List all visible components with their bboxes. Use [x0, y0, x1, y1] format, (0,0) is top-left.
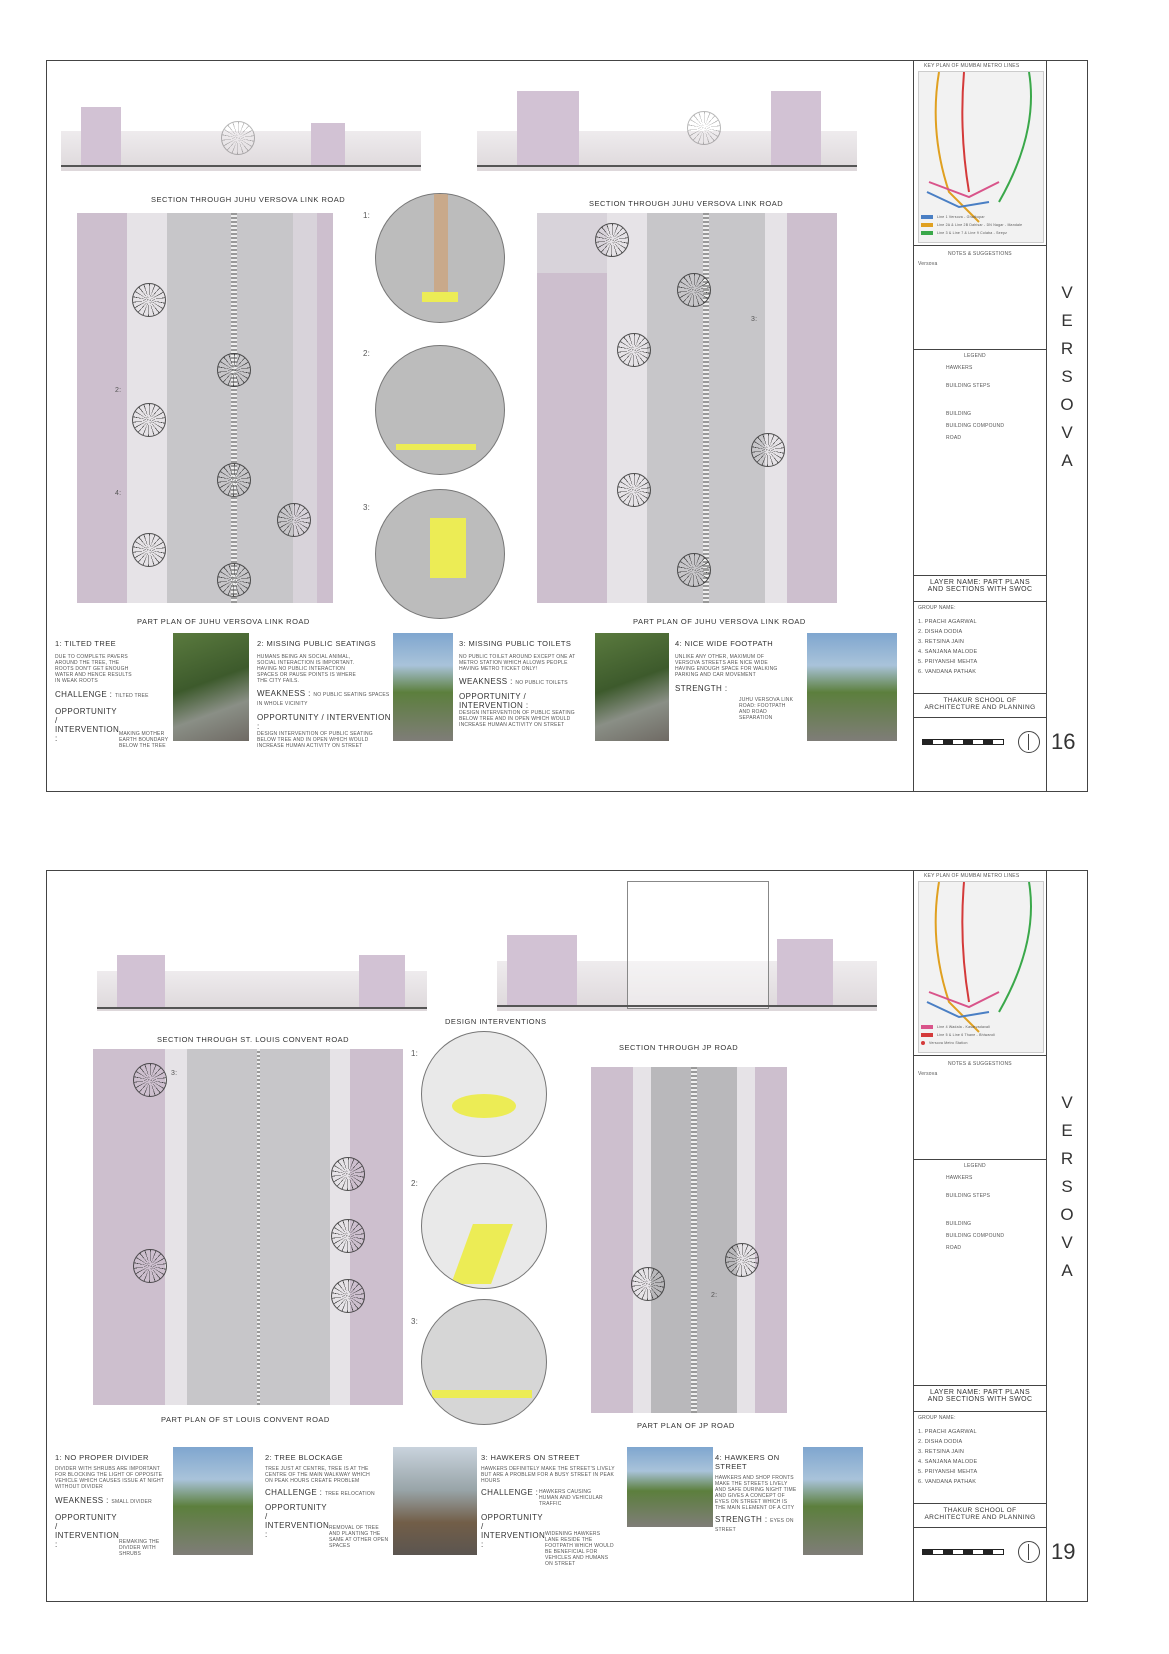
sketch-tree-seating — [421, 1031, 547, 1157]
building-left — [507, 935, 577, 1007]
photo-divider — [173, 1447, 253, 1555]
swoc-key: WEAKNESS : — [55, 1496, 109, 1505]
plan-juhu-right — [537, 213, 837, 603]
legend-swatch — [921, 1033, 933, 1037]
tree-icon — [595, 223, 629, 257]
notes-title: NOTES & SUGGESTIONS — [948, 251, 1012, 257]
swoc-value: REMAKING THE DIVIDER WITH SHRUBS — [119, 1539, 160, 1557]
member-name: 1. PRACHI AGARWAL — [918, 619, 977, 625]
photo-seating — [393, 633, 453, 741]
swoc-value: HAWKERS CAUSING HUMAN AND VEHICULAR TRAFFIC — [539, 1489, 603, 1507]
plan-right-title: PART PLAN OF JP ROAD — [637, 1421, 735, 1430]
legend-item-hawkers: HAWKERS — [946, 365, 973, 371]
title-letter: R — [1060, 339, 1074, 358]
swoc-title: 1: NO PROPER DIVIDER — [55, 1453, 149, 1462]
swoc-value: TILTED TREE — [114, 693, 149, 699]
sketch-divider — [421, 1299, 547, 1425]
swoc-value: SMALL DIVIDER — [111, 1499, 152, 1505]
tree-icon — [687, 111, 721, 145]
key-plan-map — [918, 71, 1044, 243]
vertical-title-strip — [1046, 61, 1087, 791]
sheet-page-16 — [46, 60, 1088, 792]
title-letter: R — [1060, 1149, 1074, 1168]
legend-swatch — [921, 231, 933, 235]
section-right-title: SECTION THROUGH JP ROAD — [619, 1043, 739, 1052]
member-name: 6. VANDANA PATHAK — [918, 1479, 977, 1485]
tree-icon — [751, 433, 785, 467]
building-block — [591, 1067, 633, 1413]
plan-juhu-left — [77, 213, 333, 603]
legend-title: LEGEND — [964, 353, 986, 359]
swoc-item-4 — [675, 639, 805, 749]
metro-legend-label: Line 1 Versova - Ghatkopar — [937, 215, 985, 219]
swoc-title: 1: TILTED TREE — [55, 639, 117, 648]
plan-st-louis — [93, 1049, 403, 1405]
swoc-item-1 — [55, 1453, 171, 1563]
metro-legend — [921, 1022, 1041, 1048]
tree-icon — [217, 563, 251, 597]
title-letter: A — [1061, 451, 1073, 470]
swoc-desc: HAWKERS AND SHOP FRONTS MAKE THE STREETS LIVELY AND SAFE DURING NIGHT TIME AND GIVES A CONCEPT OF EYES ON STREET WHICH IS THE MAIN ELEMENT OF A CITY — [715, 1475, 797, 1511]
road-lane — [237, 213, 293, 603]
member-name: 3. RETSINA JAIN — [918, 639, 965, 645]
legend-item-road: ROAD — [946, 1245, 962, 1251]
title-letter: V — [1061, 1233, 1073, 1252]
sheet-sidebar — [913, 61, 1046, 791]
swoc-value: WIDENING HAWKERS LANE RESIDE THE FOOTPATH WHICH WOULD BE BENEFICIAL FOR VEHICLES AND HUMANS ON STREET — [545, 1531, 614, 1567]
swoc-key: OPPORTUNITY / INTERVENTION : — [265, 1503, 330, 1539]
road-lane — [647, 213, 703, 603]
north-arrow-icon — [1018, 731, 1040, 753]
title-letter: S — [1061, 1177, 1073, 1196]
title-letter: V — [1061, 423, 1073, 442]
swoc-title: 3: MISSING PUBLIC TOILETS — [459, 639, 572, 648]
tree-icon — [331, 1279, 365, 1313]
legend-item-building: BUILDING — [946, 411, 972, 417]
swoc-desc: DUE TO COMPLETE PAVERS AROUND THE TREE, THE ROOTS DON'T GET ENOUGH WATER AND HENCE RESULTS IN WEAK ROOTS — [55, 654, 132, 684]
swoc-title: 2: TREE BLOCKAGE — [265, 1453, 343, 1462]
building-block — [755, 1067, 787, 1413]
member-name: 3. RETSINA JAIN — [918, 1449, 965, 1455]
building-block — [537, 273, 607, 603]
circle-label: 3: — [411, 1317, 419, 1326]
building-block — [317, 213, 333, 603]
vertical-title-strip — [1046, 871, 1087, 1601]
swoc-key: WEAKNESS : — [257, 689, 311, 698]
legend-swatch — [921, 1041, 925, 1045]
legend-item-road: ROAD — [946, 435, 962, 441]
swoc-item-3 — [481, 1453, 621, 1567]
member-list — [918, 1427, 1042, 1487]
tree-icon — [725, 1243, 759, 1277]
tree-icon — [331, 1157, 365, 1191]
section-juhu-right — [477, 71, 857, 186]
sheet-sidebar — [913, 871, 1046, 1601]
road-lane — [709, 213, 765, 603]
legend-title: LEGEND — [964, 1163, 986, 1169]
legend-swatch — [921, 1025, 933, 1029]
member-name: 2. DISHA DODIA — [918, 629, 963, 635]
legend-swatch — [921, 215, 933, 219]
sheet-main-area — [47, 871, 911, 1601]
swoc-value: EYES ON STREET — [715, 1518, 794, 1533]
swoc-key: OPPORTUNITY / INTERVENTION : — [257, 713, 391, 731]
road-lane — [167, 213, 231, 603]
tree-icon — [217, 353, 251, 387]
layer-name: LAYER NAME: PART PLANS AND SECTIONS WITH SWOC — [927, 1389, 1033, 1403]
tree-icon — [132, 283, 166, 317]
station-label: Versova — [918, 1071, 938, 1077]
metro-legend-label: Line 5 & Line 6 Thane - Bhiwandi — [937, 1033, 995, 1037]
swoc-item-3 — [459, 639, 591, 749]
tree-icon — [617, 333, 651, 367]
plan-left-title: PART PLAN OF ST LOUIS CONVENT ROAD — [161, 1415, 330, 1424]
key-plan-title: KEY PLAN OF MUMBAI METRO LINES — [924, 873, 1020, 879]
photo-footpath — [807, 633, 897, 741]
circle-label: 3: — [363, 503, 371, 512]
tree-icon — [133, 1063, 167, 1097]
footpath — [633, 1067, 651, 1413]
page-number: 16 — [1051, 729, 1076, 754]
member-name: 5. PRIYANSHI MEHTA — [918, 1469, 978, 1475]
member-name: 4. SANJANA MALODE — [918, 649, 978, 655]
group-name-title: GROUP NAME: — [918, 1415, 956, 1421]
title-letter: E — [1061, 1121, 1073, 1140]
road-lane — [187, 1049, 257, 1405]
member-list — [918, 617, 1042, 677]
page-number: 19 — [1051, 1539, 1076, 1564]
scale-bar — [922, 739, 1004, 745]
metro-legend-label: Line 3 & Line 7 & Line 9 Colaba - Seepz — [937, 231, 1008, 235]
footpath — [765, 213, 787, 603]
circle-label: 1: — [363, 211, 371, 220]
key-plan-map — [918, 881, 1044, 1053]
swoc-key: OPPORTUNITY / INTERVENTION : — [459, 692, 529, 710]
title-letter: A — [1061, 1261, 1073, 1280]
swoc-value: NO PUBLIC TOILETS — [515, 680, 568, 686]
tree-icon — [677, 273, 711, 307]
photo-tilted-tree — [173, 633, 249, 741]
legend-block — [924, 1175, 1034, 1251]
metro-legend-label: Versova Metro Station — [929, 1041, 968, 1045]
title-letter: O — [1060, 1205, 1074, 1224]
tree-icon — [217, 463, 251, 497]
road-lane — [260, 1049, 330, 1405]
tree-icon — [277, 503, 311, 537]
swoc-key: CHALLENGE : — [265, 1488, 323, 1497]
north-arrow-icon — [1018, 1541, 1040, 1563]
swoc-item-2 — [265, 1453, 393, 1563]
swoc-desc: HUMANS BEING AN SOCIAL ANIMAL, SOCIAL INTERACTION IS IMPORTANT. HAVING NO PUBLIC INTERACTION SPACES OR PAUSE POINTS IS WHERE THE CITY FAILS. — [257, 654, 357, 684]
footpath — [607, 213, 647, 603]
legend-item-steps: BUILDING STEPS — [946, 1193, 991, 1199]
scale-bar — [922, 1549, 1004, 1555]
title-letter: E — [1061, 311, 1073, 330]
swoc-value: NO PUBLIC SEATING SPACES IN WHOLE VICINITY — [257, 692, 390, 707]
circle-label: 1: — [411, 1049, 419, 1058]
swoc-desc: NO PUBLIC TOILET AROUND EXCEPT ONE AT METRO STATION WHICH ALLOWS PEOPLE HAVING METRO TICKET ONLY! — [459, 654, 576, 672]
sketch-hawker-lane — [421, 1163, 547, 1289]
school-name: THAKUR SCHOOL OF ARCHITECTURE AND PLANNING — [924, 1507, 1036, 1521]
building-right — [771, 91, 821, 167]
plan-marker: 3: — [171, 1070, 178, 1077]
swoc-title: 3: HAWKERS ON STREET — [481, 1453, 580, 1462]
tree-icon — [617, 473, 651, 507]
plan-jp-road — [591, 1067, 787, 1413]
photo-toilet — [595, 633, 669, 741]
swoc-value: TREE RELOCATION — [324, 1491, 375, 1497]
plan-marker: 4: — [115, 490, 122, 497]
plan-marker: 2: — [711, 1292, 718, 1299]
road-lane — [651, 1067, 691, 1413]
building-block — [77, 213, 127, 603]
swoc-key: STRENGTH : — [715, 1515, 768, 1524]
group-name-title: GROUP NAME: — [918, 605, 956, 611]
metro-legend-label: Line 4 Wadala - Kasarvadavali — [937, 1025, 991, 1029]
station-label: Versova — [918, 261, 938, 267]
footpath — [737, 1067, 755, 1413]
metro-station-structure — [627, 881, 769, 1009]
building-left — [517, 91, 579, 167]
swoc-title: 4: HAWKERS ON STREET — [715, 1453, 780, 1471]
title-letter: S — [1061, 367, 1073, 386]
photo-shop-fronts — [803, 1447, 863, 1555]
sketch-public-seating — [375, 345, 505, 475]
swoc-desc: UNLIKE ANY OTHER, MAXIMUM OF VERSOVA STREETS ARE NICE WIDE HAVING ENOUGH SPACE FOR WALKING PARKING AND CAR MOVEMENT — [675, 654, 778, 678]
building-left — [117, 955, 165, 1007]
swoc-value: MAKING MOTHER EARTH BOUNDARY BELOW THE TREE — [119, 731, 169, 749]
swoc-key: CHALLENGE : — [55, 690, 113, 699]
circle-label: 2: — [411, 1179, 419, 1188]
swoc-title: 2: MISSING PUBLIC SEATINGS — [257, 639, 377, 648]
swoc-value: DESIGN INTERVENTION OF PUBLIC SEATING BELOW TREE AND IN OPEN WHICH WOULD INCREASE HUMAN ACTIVITY ON STREET — [257, 731, 373, 749]
legend-item-steps: BUILDING STEPS — [946, 383, 991, 389]
footpath — [165, 1049, 187, 1405]
tree-icon — [133, 1249, 167, 1283]
circle-label: 2: — [363, 349, 371, 358]
photo-hawkers — [627, 1447, 713, 1527]
title-letter: V — [1061, 1093, 1073, 1112]
building-block — [93, 1049, 165, 1405]
swoc-desc: HAWKERS DEFINITELY MAKE THE STREET'S LIVELY BUT ARE A PROBLEM FOR A BUSY STREET IN PEAK HOURS — [481, 1466, 615, 1484]
swoc-key: WEAKNESS : — [459, 677, 513, 686]
legend-item-building: BUILDING — [946, 1221, 972, 1227]
section-left-title: SECTION THROUGH ST. LOUIS CONVENT ROAD — [157, 1035, 350, 1044]
sheet-main-area — [47, 61, 911, 791]
swoc-item-2 — [257, 639, 395, 749]
layer-name: LAYER NAME: PART PLANS AND SECTIONS WITH SWOC — [927, 579, 1033, 593]
title-letter: V — [1061, 283, 1073, 302]
sketch-tilted-tree — [375, 193, 505, 323]
tree-icon — [221, 121, 255, 155]
section-right-title: SECTION THROUGH JUHU VERSOVA LINK ROAD — [589, 199, 784, 208]
tree-icon — [631, 1267, 665, 1301]
tree-icon — [132, 533, 166, 567]
swoc-key: OPPORTUNITY / INTERVENTION : — [481, 1513, 546, 1549]
swoc-title: 4: NICE WIDE FOOTPATH — [675, 639, 774, 648]
swoc-key: OPPORTUNITY / INTERVENTION : — [55, 707, 120, 743]
legend-item-compound: BUILDING COMPOUND — [946, 1233, 1005, 1239]
tree-icon — [331, 1219, 365, 1253]
swoc-value: DESIGN INTERVENTION OF PUBLIC SEATING BELOW TREE AND IN OPEN WHICH WOULD INCREASE HUMAN ACTIVITY ON STREET — [459, 710, 575, 728]
key-plan-title: KEY PLAN OF MUMBAI METRO LINES — [924, 63, 1020, 69]
swoc-key: OPPORTUNITY / INTERVENTION : — [55, 1513, 120, 1549]
road-lane — [697, 1067, 737, 1413]
metro-legend-label: Line 2A & Line 2B Dahisar - DN Nagar - Mandale — [937, 223, 1023, 227]
building-right — [359, 955, 405, 1007]
metro-legend — [921, 212, 1041, 238]
swoc-item-4 — [715, 1453, 801, 1563]
swoc-key: CHALLENGE : — [481, 1488, 539, 1497]
building-right — [777, 939, 833, 1007]
swoc-key: STRENGTH : — [675, 684, 728, 693]
section-st-louis — [97, 931, 427, 1023]
building-left — [81, 107, 121, 167]
school-name: THAKUR SCHOOL OF ARCHITECTURE AND PLANNING — [924, 697, 1036, 711]
section-jp-road — [497, 871, 877, 1023]
swoc-desc: DIVIDER WITH SHRUBS ARE IMPORTANT FOR BLOCKING THE LIGHT OF OPPOSITE VEHICLE WHICH CAUSES ISSUE AT NIGHT WITHOUT DIVIDER — [55, 1466, 164, 1490]
legend-item-hawkers: HAWKERS — [946, 1175, 973, 1181]
legend-swatch — [921, 223, 933, 227]
plan-marker: 3: — [751, 316, 758, 323]
member-name: 6. VANDANA PATHAK — [918, 669, 977, 675]
legend-block — [924, 365, 1034, 441]
swoc-desc: TREE JUST AT CENTRE, TREE IS AT THE CENTRE OF THE MAIN WALKWAY WHICH ON PEAK HOURS CREATE PROBLEM — [265, 1466, 370, 1484]
member-name: 5. PRIYANSHI MEHTA — [918, 659, 978, 665]
plan-left-title: PART PLAN OF JUHU VERSOVA LINK ROAD — [137, 617, 310, 626]
plan-marker: 2: — [115, 387, 122, 394]
section-juhu-left — [61, 71, 421, 186]
sheet-page-19 — [46, 870, 1088, 1602]
photo-tree-blockage — [393, 1447, 477, 1555]
swoc-item-1 — [55, 639, 173, 749]
member-name: 4. SANJANA MALODE — [918, 1459, 978, 1465]
swoc-value: REMOVAL OF TREE AND PLANTING THE SAME AT OTHER OPEN SPACES — [329, 1525, 389, 1549]
title-letter: O — [1060, 395, 1074, 414]
section-left-title: SECTION THROUGH JUHU VERSOVA LINK ROAD — [151, 195, 346, 204]
plan-right-title: PART PLAN OF JUHU VERSOVA LINK ROAD — [633, 617, 806, 626]
swoc-value: JUHU VERSOVA LINK ROAD: FOOTPATH AND ROAD SEPARATION — [739, 697, 794, 721]
building-right — [311, 123, 345, 167]
tree-icon — [677, 553, 711, 587]
sketch-public-toilet — [375, 489, 505, 619]
notes-title: NOTES & SUGGESTIONS — [948, 1061, 1012, 1067]
member-name: 2. DISHA DODIA — [918, 1439, 963, 1445]
tree-icon — [132, 403, 166, 437]
legend-item-compound: BUILDING COMPOUND — [946, 423, 1005, 429]
member-name: 1. PRACHI AGARWAL — [918, 1429, 977, 1435]
design-interventions-title: DESIGN INTERVENTIONS — [445, 1017, 547, 1026]
building-block — [787, 213, 837, 603]
